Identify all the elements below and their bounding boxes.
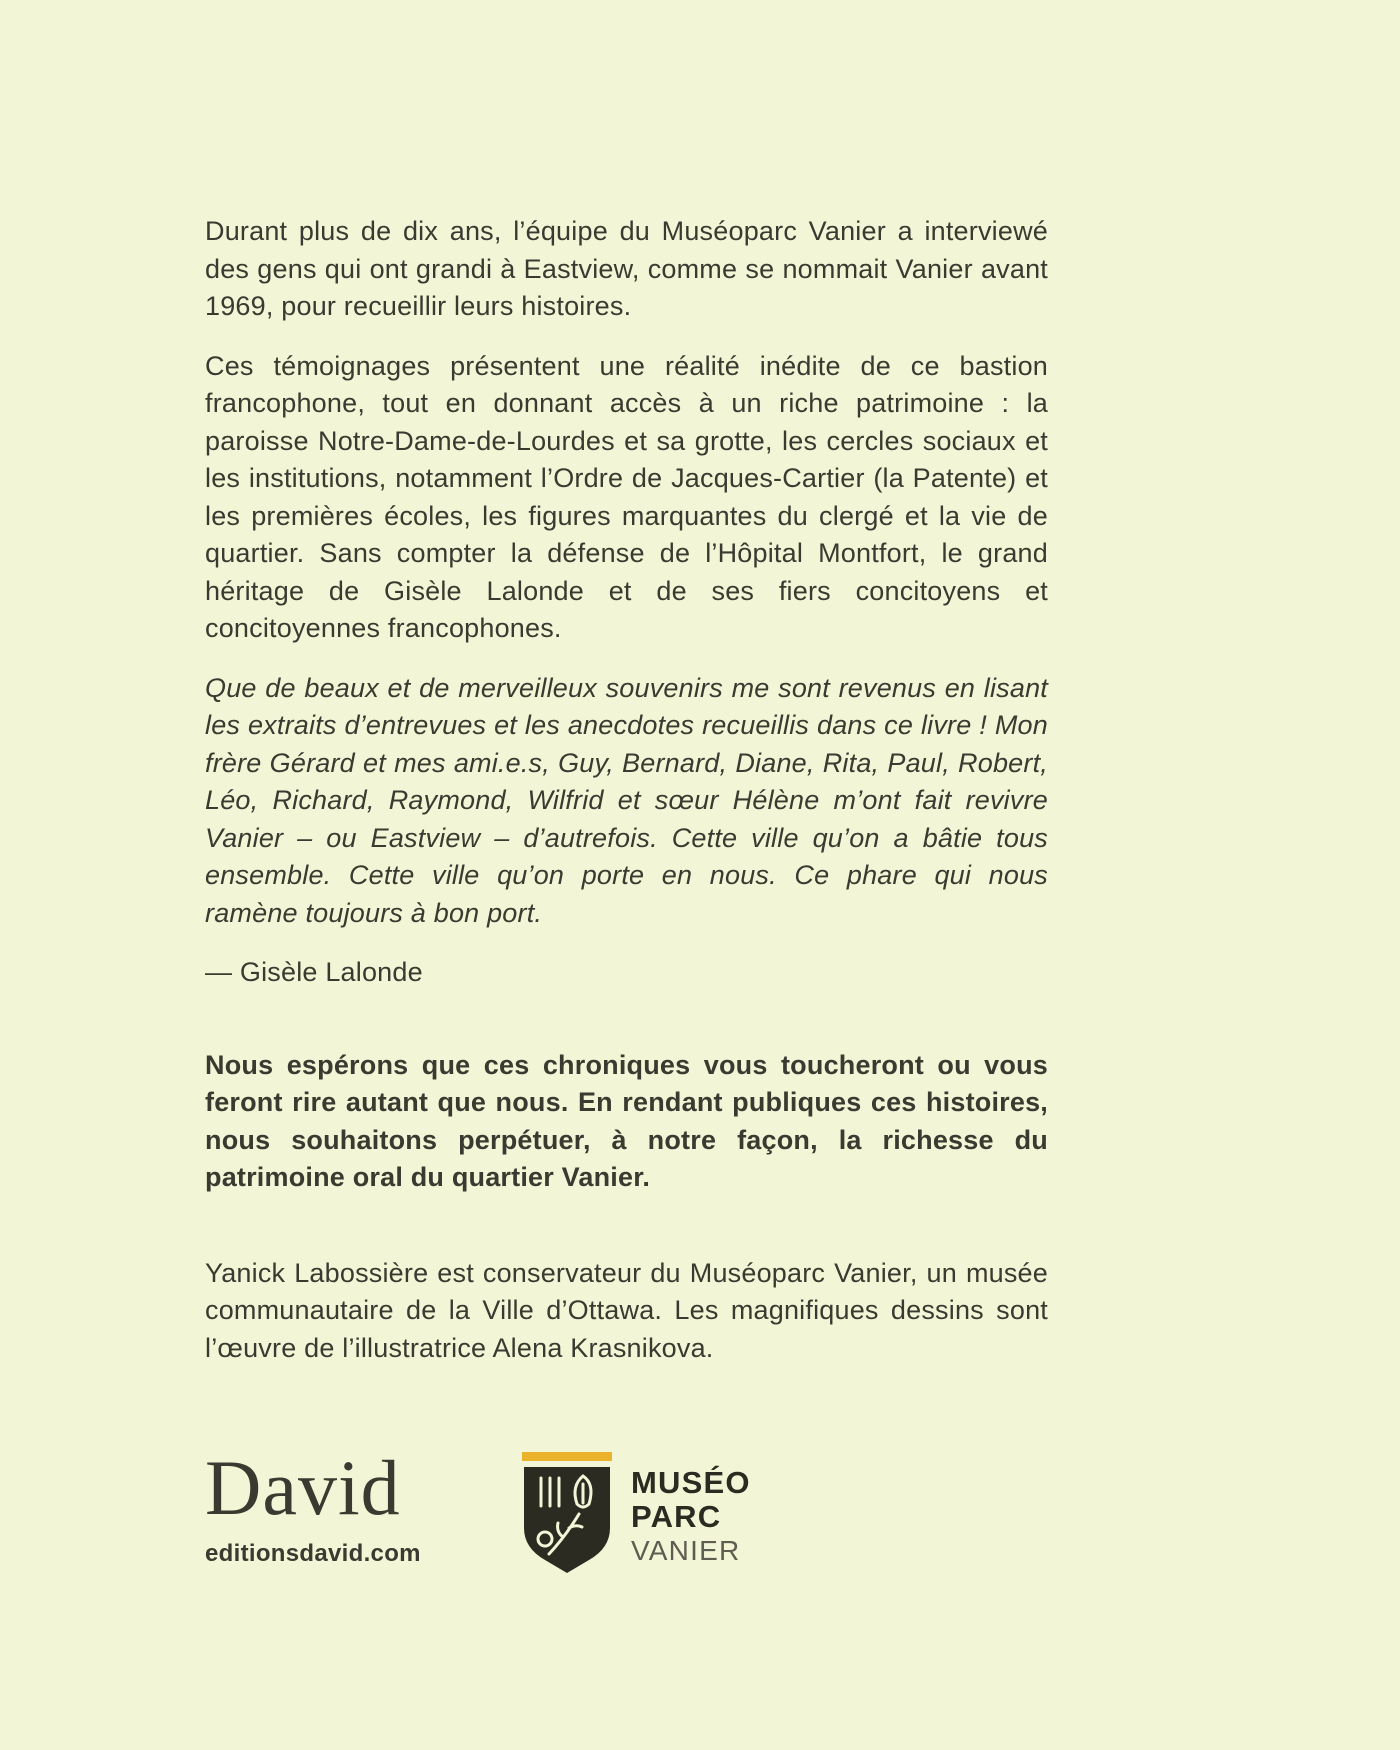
museum-name-line3: VANIER <box>631 1535 741 1566</box>
mission-paragraph: Nous espérons que ces chroniques vous toucheront ou vous feront rire autant que nous. En rendant publiques ces histoires, nous souhaitons perpétuer, à notre façon, la richesse du patrimoine oral du quartier Vanier. <box>205 1049 1048 1192</box>
museum-name-line2: PARC <box>631 1499 722 1534</box>
publisher-name: David <box>205 1444 401 1531</box>
publisher-logo <box>205 1444 521 1568</box>
museum-name-line1: MUSÉO <box>631 1465 751 1500</box>
testimonials-paragraph: Ces témoignages présentent une réalité inédite de ce bastion francophone, tout en donnant accès à un riche patrimoine : la paroisse Notre-Dame-de-Lourdes et sa grotte, les cercles sociaux et les institutions, notamment l’Ordre de Jacques-Cartier (la Patente) et les premières écoles, les figures marquantes du clergé et la vie de quartier. Sans compter la défense de l’Hôpital Montfort, le grand héritage de Gisèle Lalonde et de ses fiers concitoyens et concitoyennes francophones. <box>205 350 1048 643</box>
bio-paragraph: Yanick Labossière est conservateur du Muséoparc Vanier, un musée communautaire de la Ville d’Ottawa. Les magnifiques dessins sont l’œuvre de l’illustratrice Alena Krasnikova. <box>205 1257 1048 1363</box>
museoparc-logo <box>521 1452 751 1581</box>
museum-wordmark <box>631 1452 751 1568</box>
quote-attribution: — Gisèle Lalonde <box>205 957 423 987</box>
museoparc-shield-icon <box>521 1452 613 1581</box>
footer-logos <box>205 1444 1048 1581</box>
publisher-url: editionsdavid.com <box>205 1540 421 1567</box>
intro-paragraph: Durant plus de dix ans, l’équipe du Muséoparc Vanier a interviewé des gens qui ont grandi à Eastview, comme se nommait Vanier avant 1969, pour recueillir leurs histoires. <box>205 216 1048 321</box>
quote-paragraph: Que de beaux et de merveilleux souvenirs me sont revenus en lisant les extraits d’entrevues et les anecdotes recueillis dans ce livre ! Mon frère Gérard et mes ami.e.s, Guy, Bernard, Diane, Rita, Paul, Robert, Léo, Richard, Raymond, Wilfrid et sœur Hélène m’ont fait revivre Vanier – ou Eastview – d’autrefois. Cette ville qu’on a bâtie tous ensemble. Cette ville qu’on porte en nous. Ce phare qui nous ramène toujours à bon port. <box>205 672 1048 928</box>
